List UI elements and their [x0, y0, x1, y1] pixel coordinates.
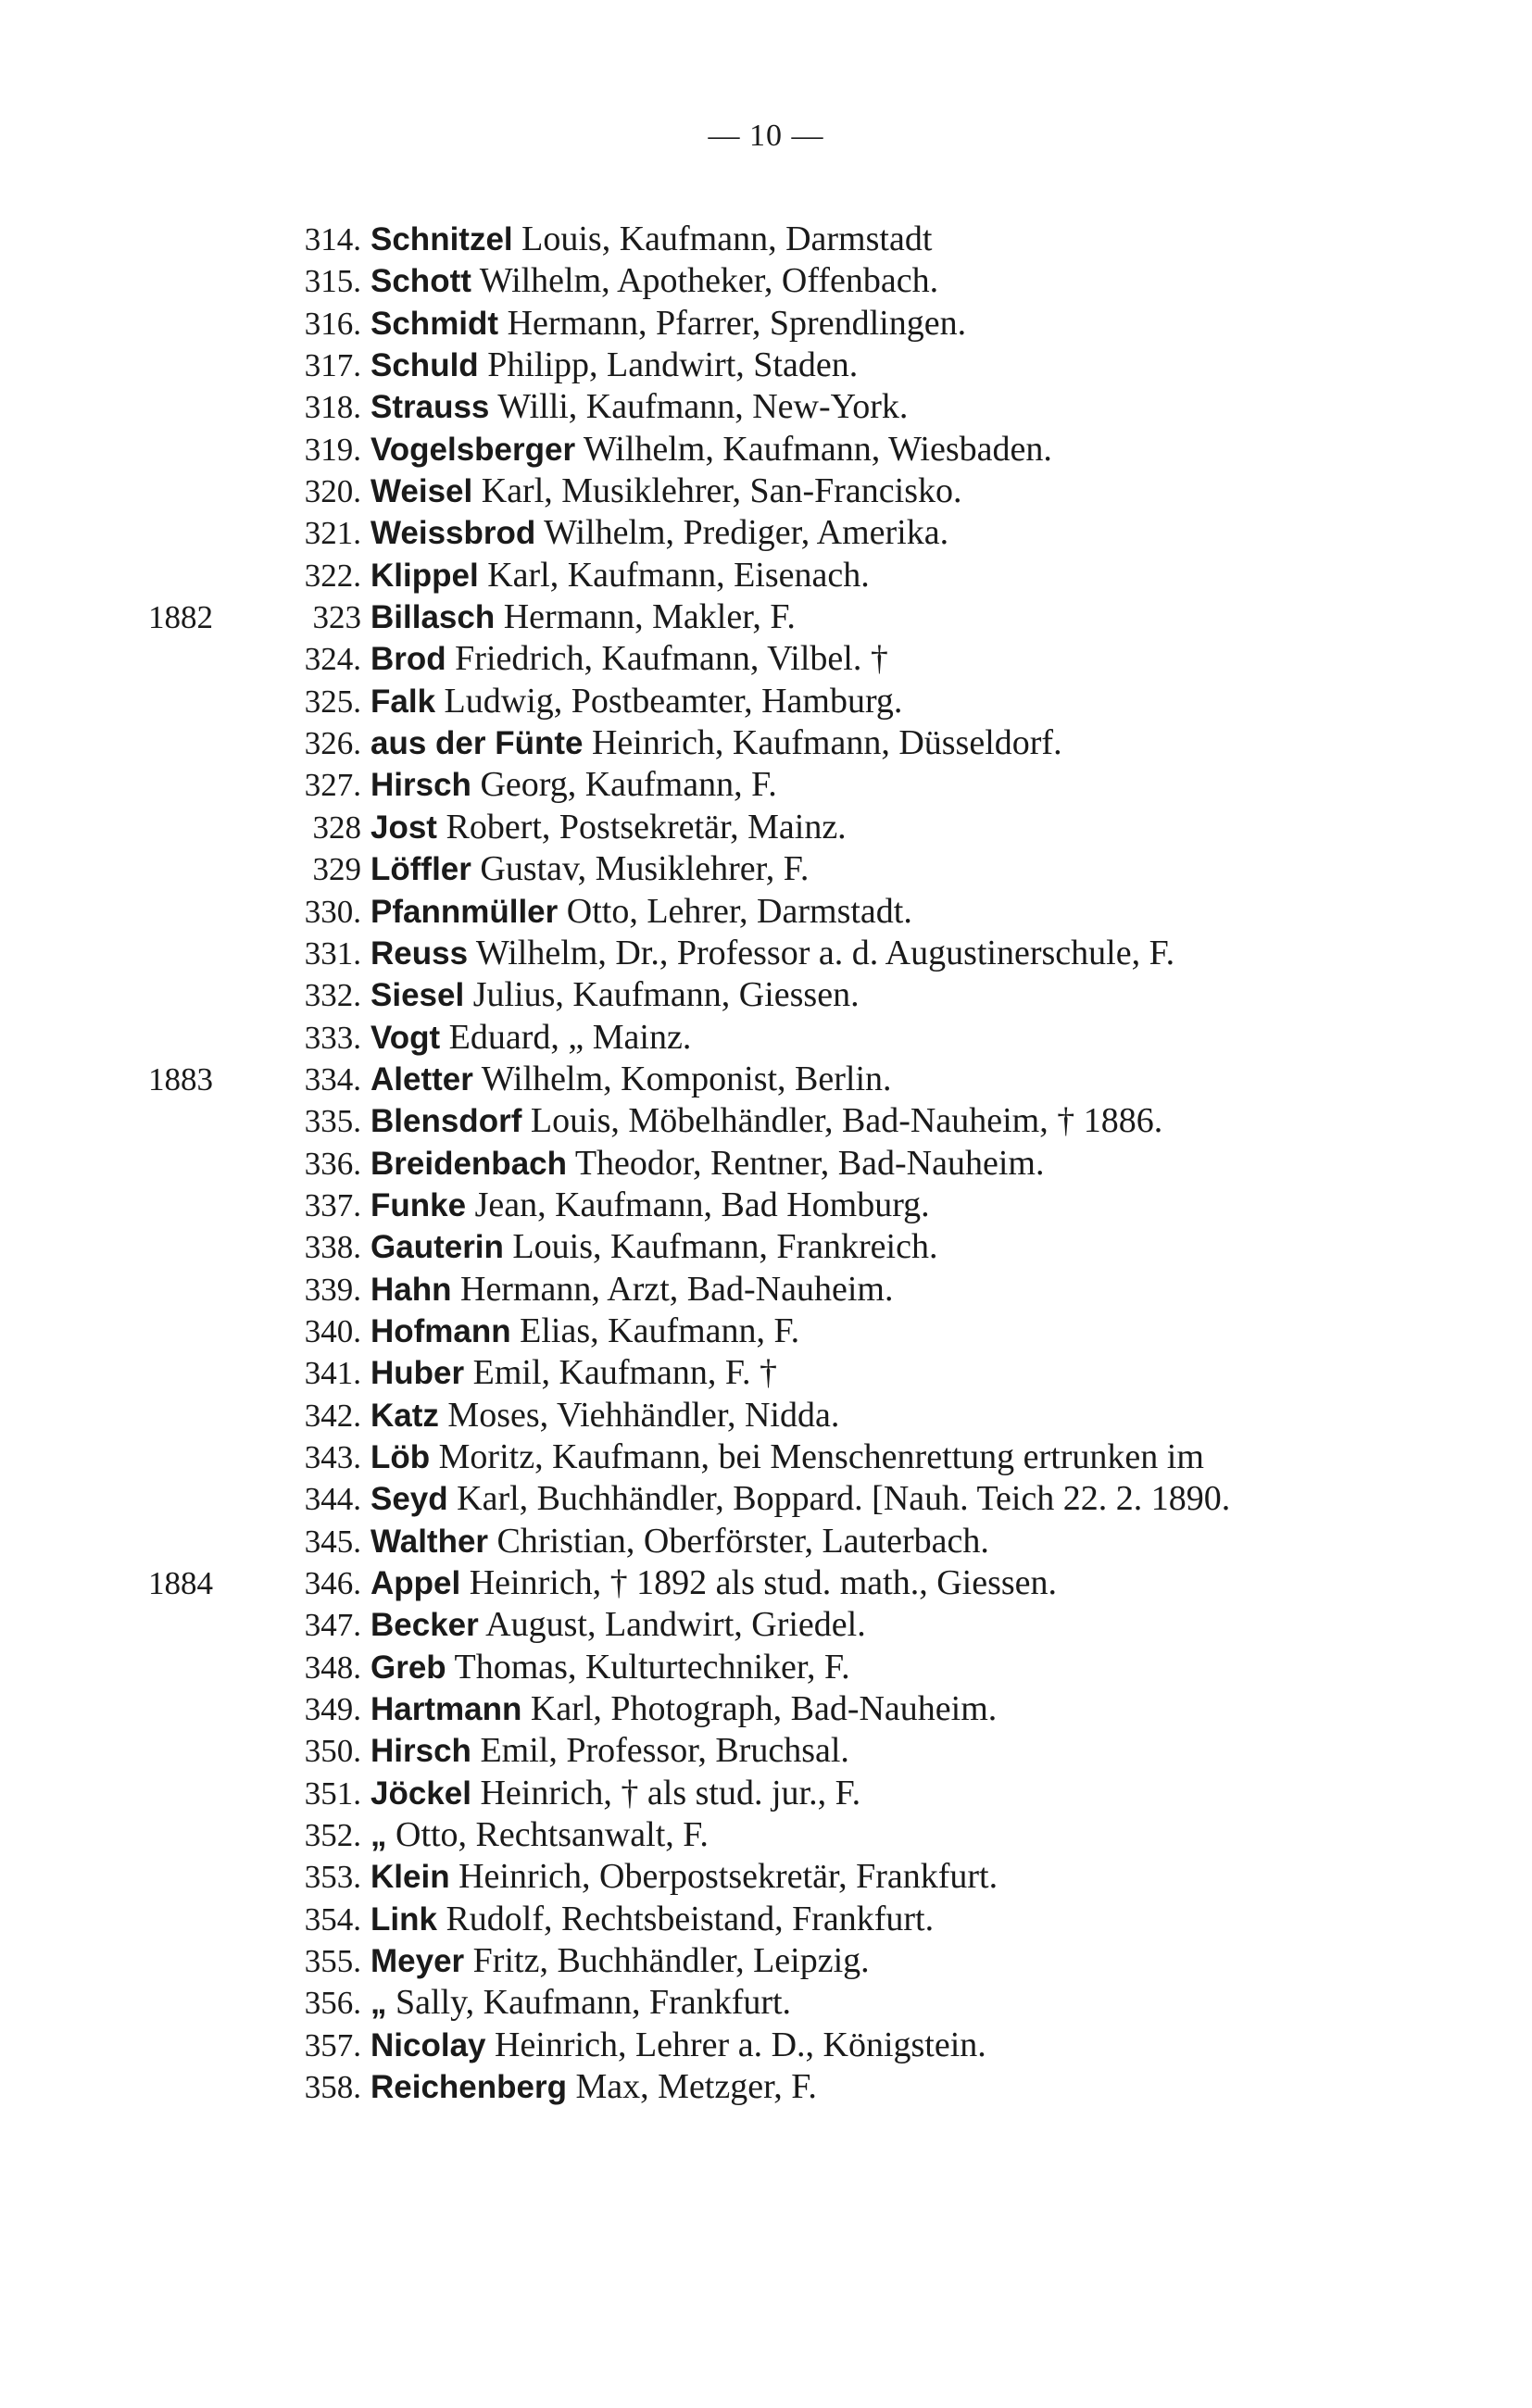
entry-details: Theodor, Rentner, Bad-Nauheim. [574, 1143, 1045, 1183]
entry-text [370, 429, 1052, 470]
entry-surname: Schuld [370, 347, 479, 384]
entry-surname: Vogt [370, 1019, 441, 1056]
entry-surname: Falk [370, 683, 436, 720]
entry-text [370, 1856, 998, 1898]
entry-number: 347. [304, 1607, 361, 1644]
list-item [0, 1730, 1532, 1772]
entry-number: 323 [312, 599, 361, 636]
entry-text [370, 2025, 986, 2066]
year-label: 1883 [148, 1060, 213, 1097]
list-item [0, 722, 1532, 764]
list-item [0, 974, 1532, 1016]
entry-text [370, 1143, 1044, 1185]
entry-details: August, Landwirt, Griedel. [485, 1605, 866, 1645]
entry-text [370, 722, 1062, 764]
entry-details: Heinrich, † als stud. jur., F. [480, 1773, 861, 1812]
entry-details: Heinrich, Oberpostsekretär, Frankfurt. [458, 1857, 998, 1897]
entry-text [370, 1730, 849, 1772]
entry-details: Robert, Postsekretär, Mainz. [446, 807, 847, 847]
entry-number: 331. [304, 934, 361, 972]
entry-surname: „ [370, 1985, 387, 2022]
entry-surname: Gauterin [370, 1229, 504, 1266]
list-item [0, 260, 1532, 302]
entry-details: Emil, Kaufmann, F. † [472, 1353, 777, 1393]
entry-surname: Walther [370, 1523, 489, 1560]
entry-text [370, 1521, 989, 1562]
entry-text [370, 807, 847, 848]
entry-text [370, 764, 777, 806]
entry-surname: Schnitzel [370, 221, 513, 257]
entry-details: Emil, Professor, Bruchsal. [480, 1731, 849, 1771]
entry-details: Heinrich, Kaufmann, Düsseldorf. [591, 723, 1062, 763]
entry-number: 350. [304, 1733, 361, 1770]
entry-surname: Hofmann [370, 1312, 511, 1349]
entry-text [370, 260, 938, 302]
entry-surname: Löffler [370, 851, 471, 888]
entry-text [370, 1773, 860, 1814]
entry-surname: Blensdorf [370, 1103, 522, 1140]
entry-surname: Reichenberg [370, 2069, 567, 2106]
entry-details: Rudolf, Rechtsbeistand, Frankfurt. [446, 1899, 935, 1938]
entry-surname: Schott [370, 263, 471, 300]
entry-details: Karl, Kaufmann, Eisenach. [487, 555, 870, 595]
entry-details: Hermann, Arzt, Bad-Nauheim. [460, 1269, 894, 1309]
entry-text [370, 512, 948, 554]
entry-surname: Breidenbach [370, 1145, 567, 1182]
list-item [0, 596, 1532, 638]
page-number-header: — 10 — [708, 119, 824, 153]
entry-text [370, 891, 912, 933]
entry-details: Jean, Kaufmann, Bad Homburg. [474, 1185, 930, 1224]
list-item [0, 1478, 1532, 1520]
entry-number: 316. [304, 305, 361, 342]
entry-text [370, 1562, 1057, 1604]
entry-surname: Weissbrod [370, 515, 536, 552]
entry-number: 349. [304, 1691, 361, 1728]
entry-text [370, 345, 858, 386]
list-item [0, 1395, 1532, 1436]
entry-text [370, 1604, 866, 1646]
entry-number: 319. [304, 431, 361, 468]
entry-number: 324. [304, 641, 361, 678]
entry-surname: Huber [370, 1355, 465, 1392]
list-item [0, 764, 1532, 806]
entry-details: Louis, Kaufmann, Darmstadt [521, 219, 933, 258]
entry-text [370, 1478, 1230, 1520]
entry-text [370, 303, 966, 345]
entry-text [370, 219, 932, 260]
entry-surname: Greb [370, 1649, 446, 1686]
entry-surname: Seyd [370, 1481, 448, 1518]
entry-details: Thomas, Kulturtechniker, F. [454, 1647, 850, 1687]
list-item [0, 1311, 1532, 1352]
entry-text [370, 1311, 799, 1352]
entry-number: 321. [304, 515, 361, 552]
entry-details: Heinrich, Lehrer a. D., Königstein. [495, 2025, 986, 2064]
entry-details: Karl, Photograph, Bad-Nauheim. [530, 1689, 998, 1729]
list-item [0, 1982, 1532, 2024]
list-item [0, 1100, 1532, 1142]
list-item [0, 1352, 1532, 1394]
list-item [0, 555, 1532, 596]
entry-text [370, 848, 809, 890]
entry-number: 322. [304, 557, 361, 594]
entry-number: 355. [304, 1943, 361, 1980]
entry-number: 338. [304, 1229, 361, 1266]
year-label: 1884 [148, 1565, 213, 1601]
entry-text [370, 1269, 893, 1311]
list-item [0, 1185, 1532, 1226]
entry-text [370, 2066, 817, 2108]
entry-surname: Hirsch [370, 1733, 471, 1770]
entry-number: 334. [304, 1060, 361, 1097]
entry-details: Hermann, Pfarrer, Sprendlingen. [507, 303, 967, 343]
entry-number: 332. [304, 977, 361, 1014]
entry-details: Wilhelm, Prediger, Amerika. [544, 513, 949, 553]
list-item [0, 512, 1532, 554]
entry-number: 351. [304, 1775, 361, 1812]
entry-surname: Pfannmüller [370, 893, 559, 930]
entry-details: Heinrich, † 1892 als stud. math., Giessen. [469, 1563, 1058, 1602]
list-item [0, 1017, 1532, 1059]
entry-text [370, 1059, 892, 1100]
entry-details: Moses, Viehhändler, Nidda. [447, 1395, 840, 1435]
list-item [0, 1940, 1532, 1982]
entry-number: 343. [304, 1438, 361, 1475]
entry-surname: Vogelsberger [370, 431, 576, 468]
entry-surname: Aletter [370, 1060, 473, 1097]
list-item [0, 1647, 1532, 1688]
list-item [0, 303, 1532, 345]
list-item [0, 1899, 1532, 1940]
list-item [0, 1059, 1532, 1100]
entry-details: Wilhelm, Apotheker, Offenbach. [479, 261, 939, 301]
list-item [0, 1773, 1532, 1814]
entry-surname: Siesel [370, 977, 465, 1014]
entry-details: Georg, Kaufmann, F. [480, 765, 777, 805]
entry-number: 354. [304, 1900, 361, 1938]
entry-number: 335. [304, 1103, 361, 1140]
list-item [0, 848, 1532, 890]
entry-number: 352. [304, 1817, 361, 1854]
list-item [0, 1269, 1532, 1311]
entry-details: Otto, Lehrer, Darmstadt. [566, 891, 912, 931]
list-item [0, 681, 1532, 722]
entry-surname: Meyer [370, 1943, 465, 1980]
entry-details: Christian, Oberförster, Lauterbach. [496, 1521, 989, 1561]
entry-number: 344. [304, 1481, 361, 1518]
list-item [0, 429, 1532, 470]
entry-details: Eduard, „ Mainz. [448, 1017, 692, 1057]
entry-text [370, 1899, 934, 1940]
list-item [0, 345, 1532, 386]
entry-surname: Nicolay [370, 2026, 486, 2063]
entry-surname: Link [370, 1900, 437, 1938]
entry-text [370, 1982, 791, 2024]
list-item [0, 1856, 1532, 1898]
entry-details: Louis, Möbelhändler, Bad-Nauheim, † 1886. [530, 1101, 1163, 1141]
list-item [0, 1688, 1532, 1730]
entry-number: 314. [304, 221, 361, 257]
entry-text [370, 386, 908, 428]
entry-text [370, 1226, 937, 1268]
entry-text [370, 1688, 997, 1730]
entry-text [370, 1647, 850, 1688]
entry-details: Wilhelm, Kaufmann, Wiesbaden. [583, 429, 1052, 469]
entry-number: 353. [304, 1859, 361, 1896]
list-item [0, 891, 1532, 933]
list-item [0, 933, 1532, 974]
entry-details: Wilhelm, Dr., Professor a. d. Augustinerschule, F. [475, 933, 1175, 972]
entry-surname: Weisel [370, 473, 473, 510]
entry-surname: Billasch [370, 599, 496, 636]
entry-details: Sally, Kaufmann, Frankfurt. [396, 1983, 792, 2023]
entry-surname: Jost [370, 809, 437, 846]
entry-number: 326. [304, 725, 361, 762]
entry-details: Max, Metzger, F. [575, 2067, 817, 2107]
entry-number: 337. [304, 1186, 361, 1223]
entry-text [370, 638, 888, 680]
entry-text [370, 1395, 839, 1436]
list-item [0, 470, 1532, 512]
entry-number: 333. [304, 1019, 361, 1056]
entry-surname: Löb [370, 1438, 431, 1475]
list-item [0, 219, 1532, 260]
entry-text [370, 681, 902, 722]
entry-details: Gustav, Musiklehrer, F. [480, 849, 810, 889]
entry-text [370, 1814, 709, 1856]
list-item [0, 386, 1532, 428]
entry-text [370, 974, 860, 1016]
entry-details: Wilhelm, Komponist, Berlin. [481, 1059, 892, 1098]
entry-details: Elias, Kaufmann, F. [520, 1311, 800, 1350]
entry-details: Louis, Kaufmann, Frankreich. [512, 1227, 938, 1267]
entry-surname: Klippel [370, 557, 479, 594]
entry-number: 356. [304, 1985, 361, 2022]
entry-number: 346. [304, 1565, 361, 1601]
entry-surname: Hirsch [370, 767, 471, 804]
entry-text [370, 596, 796, 638]
entry-text [370, 1017, 691, 1059]
entry-surname: Funke [370, 1186, 467, 1223]
entry-text [370, 1436, 1204, 1478]
entry-surname: Klein [370, 1859, 450, 1896]
entry-details: Karl, Musiklehrer, San-Francisko. [481, 471, 962, 511]
entry-details: Willi, Kaufmann, New-York. [497, 387, 909, 427]
entry-number: 340. [304, 1312, 361, 1349]
entry-details: Julius, Kaufmann, Giessen. [472, 975, 860, 1015]
entry-number: 330. [304, 893, 361, 930]
entry-number: 315. [304, 263, 361, 300]
entry-surname: Hahn [370, 1271, 452, 1308]
list-item [0, 1436, 1532, 1478]
entry-number: 320. [304, 473, 361, 510]
entry-surname: Schmidt [370, 305, 499, 342]
entry-surname: Hartmann [370, 1691, 522, 1728]
entry-text [370, 1352, 777, 1394]
entry-surname: Appel [370, 1565, 461, 1601]
entry-surname: „ [370, 1817, 387, 1854]
entry-number: 328 [312, 809, 361, 846]
entry-number: 345. [304, 1523, 361, 1560]
entry-surname: Becker [370, 1607, 479, 1644]
entry-number: 325. [304, 683, 361, 720]
entry-details: Moritz, Kaufmann, bei Menschenrettung ertrunken im [438, 1436, 1204, 1476]
list-item [0, 1521, 1532, 1562]
entry-number: 358. [304, 2069, 361, 2106]
entry-text [370, 1185, 930, 1226]
entry-surname: Reuss [370, 934, 469, 972]
entry-number: 348. [304, 1649, 361, 1686]
entry-details: Karl, Buchhändler, Boppard. [Nauh. Teich 22. 2. 1890. [457, 1479, 1231, 1519]
entry-number: 317. [304, 347, 361, 384]
list-item [0, 1226, 1532, 1268]
entry-surname: Strauss [370, 389, 490, 426]
list-item [0, 807, 1532, 848]
list-item [0, 1604, 1532, 1646]
entry-text [370, 1100, 1162, 1142]
entry-details: Fritz, Buchhändler, Leipzig. [472, 1941, 870, 1981]
list-item [0, 2066, 1532, 2108]
list-item [0, 1814, 1532, 1856]
member-list [0, 219, 1532, 2108]
entry-details: Hermann, Makler, F. [503, 597, 796, 637]
entry-surname: aus der Fünte [370, 725, 584, 762]
entry-number: 342. [304, 1397, 361, 1434]
entry-text [370, 933, 1174, 974]
entry-surname: Katz [370, 1397, 439, 1434]
entry-number: 327. [304, 767, 361, 804]
list-item [0, 2025, 1532, 2066]
entry-details: Philipp, Landwirt, Staden. [487, 345, 859, 385]
list-item [0, 1562, 1532, 1604]
entry-surname: Jöckel [370, 1775, 471, 1812]
entry-number: 357. [304, 2026, 361, 2063]
entry-details: Friedrich, Kaufmann, Vilbel. † [455, 639, 888, 679]
entry-number: 329 [312, 851, 361, 888]
list-item [0, 638, 1532, 680]
entry-surname: Brod [370, 641, 446, 678]
list-item [0, 1143, 1532, 1185]
entry-number: 341. [304, 1355, 361, 1392]
entry-details: Ludwig, Postbeamter, Hamburg. [444, 681, 903, 721]
entry-details: Otto, Rechtsanwalt, F. [396, 1815, 709, 1855]
entry-text [370, 1940, 870, 1982]
entry-number: 336. [304, 1145, 361, 1182]
year-label: 1882 [148, 599, 213, 636]
entry-text [370, 470, 962, 512]
entry-number: 318. [304, 389, 361, 426]
entry-text [370, 555, 870, 596]
entry-number: 339. [304, 1271, 361, 1308]
